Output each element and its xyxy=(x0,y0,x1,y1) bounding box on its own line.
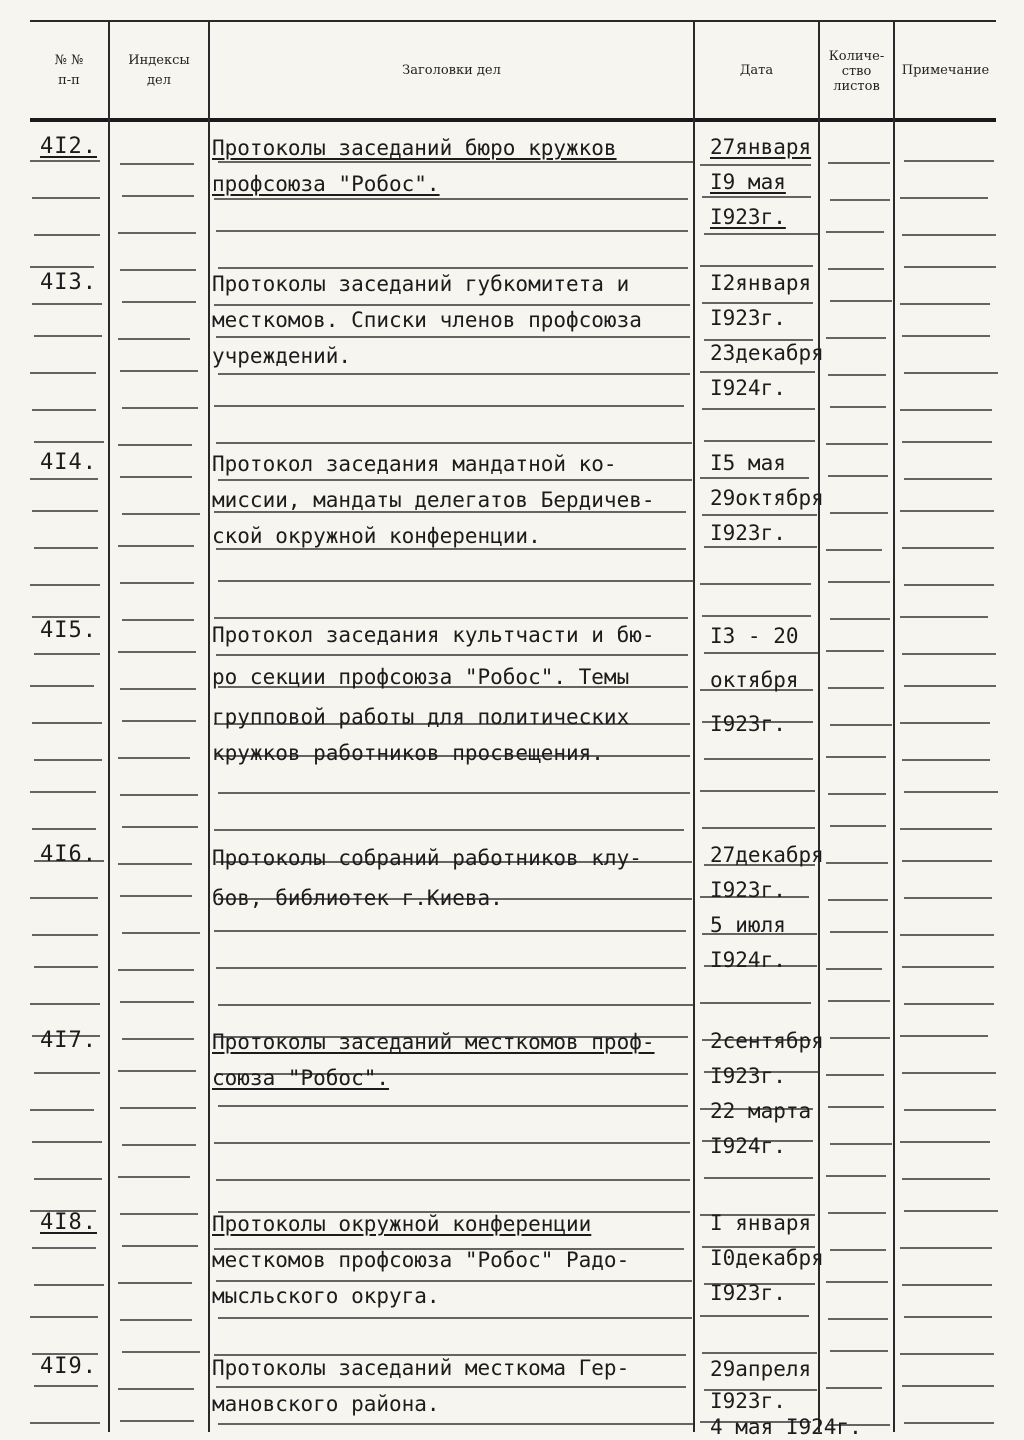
header-index-line2: дел xyxy=(147,73,171,88)
case-title xyxy=(212,266,692,374)
ruling-line xyxy=(904,1003,994,1005)
column-divider xyxy=(693,22,695,1432)
ruling-line xyxy=(826,862,888,864)
ruling-line xyxy=(830,512,888,514)
ruling-line xyxy=(700,1315,809,1317)
case-title-line: союза "Робос". xyxy=(212,1066,390,1090)
case-date-line: I января xyxy=(710,1211,812,1235)
ruling-line xyxy=(900,722,990,724)
ruling-line xyxy=(830,199,890,201)
ruling-line xyxy=(118,1282,192,1284)
column-divider xyxy=(108,22,110,1432)
ruling-line xyxy=(900,1353,994,1355)
header-index xyxy=(110,26,208,116)
case-title-line: групповой работы для политических xyxy=(212,705,630,729)
ruling-line xyxy=(828,1318,888,1320)
case-title-line: ро секции профсоюза "Робос". Темы xyxy=(212,665,630,689)
ruling-line xyxy=(34,966,98,968)
ruling-line xyxy=(34,1178,102,1180)
ruling-line xyxy=(120,163,194,165)
ruling-line xyxy=(902,335,990,337)
ruling-line xyxy=(118,545,194,547)
ruling-line xyxy=(900,616,988,618)
case-title xyxy=(212,446,692,554)
ruling-line xyxy=(900,510,994,512)
header-sheet-count xyxy=(820,26,893,116)
ruling-line xyxy=(118,651,196,653)
header-count-line2: ство xyxy=(841,63,872,79)
case-title-line: мановского района. xyxy=(212,1392,440,1416)
case-title-line: кружков работников просвещения. xyxy=(212,741,604,765)
ruling-line xyxy=(216,442,692,444)
header-bottom-border xyxy=(30,118,996,122)
ruling-line xyxy=(30,685,94,687)
case-number: 4I9. xyxy=(40,1354,97,1379)
ruling-line xyxy=(34,441,104,443)
ruling-line xyxy=(828,268,884,270)
ruling-line xyxy=(30,1003,100,1005)
header-number-line2: п-п xyxy=(58,73,80,88)
ruling-line xyxy=(32,1141,102,1143)
ruling-line xyxy=(120,1107,196,1109)
ruling-line xyxy=(214,405,684,407)
ruling-line xyxy=(826,756,886,758)
ruling-line xyxy=(830,406,886,408)
ruling-line xyxy=(216,967,686,969)
ruling-line xyxy=(900,1141,990,1143)
ruling-line xyxy=(118,338,190,340)
case-date-line: I924г. xyxy=(710,376,786,400)
column-divider xyxy=(208,22,210,1432)
header-number xyxy=(30,26,108,116)
case-title-line: миссии, мандаты делегатов Бердичев- xyxy=(212,488,655,512)
ruling-line xyxy=(826,443,888,445)
case-title-line: ской окружной конференции. xyxy=(212,524,541,548)
ruling-line xyxy=(828,1212,886,1214)
ruling-line xyxy=(122,619,194,621)
ruling-line xyxy=(904,1316,992,1318)
case-date-line: 27декабря xyxy=(710,843,824,867)
ruling-line xyxy=(828,1106,884,1108)
header-count-line1: Количе- xyxy=(828,48,885,64)
ruling-line xyxy=(122,826,198,828)
ruling-line xyxy=(904,478,992,480)
case-number: 4I8. xyxy=(40,1210,97,1235)
case-number: 4I2. xyxy=(40,134,97,159)
case-date-line: 23декабря xyxy=(710,341,824,365)
ruling-line xyxy=(830,1037,890,1039)
ruling-line xyxy=(214,1142,690,1144)
ruling-line xyxy=(32,934,98,936)
ruling-line xyxy=(902,1385,994,1387)
ruling-line xyxy=(122,1144,196,1146)
ruling-line xyxy=(120,1420,194,1422)
ruling-line xyxy=(904,1210,998,1212)
ruling-line xyxy=(702,827,815,829)
table-top-border xyxy=(30,20,996,22)
ruling-line xyxy=(826,1175,886,1177)
ruling-line xyxy=(30,372,96,374)
ruling-line xyxy=(830,825,886,827)
ruling-line xyxy=(704,758,813,760)
case-title-line: Протоколы заседаний бюро кружков xyxy=(212,136,617,160)
ruling-line xyxy=(218,580,694,582)
ruling-line xyxy=(704,440,815,442)
ruling-line xyxy=(830,1143,892,1145)
ruling-line xyxy=(30,1109,94,1111)
ruling-line xyxy=(122,1245,198,1247)
ruling-line xyxy=(118,1070,196,1072)
case-date-line: I923г. xyxy=(710,306,786,330)
ruling-line xyxy=(900,197,988,199)
case-title-line: Протоколы заседаний губкомитета и xyxy=(212,272,630,296)
ruling-line xyxy=(32,510,98,512)
ruling-line xyxy=(904,584,994,586)
ruling-line xyxy=(900,409,992,411)
case-number: 4I5. xyxy=(40,618,97,643)
case-title xyxy=(212,1024,692,1096)
ruling-line xyxy=(900,1035,988,1037)
case-date-line: 29октября xyxy=(710,486,824,510)
ruling-line xyxy=(118,969,194,971)
case-title xyxy=(212,1206,692,1314)
case-date-line: I923г. xyxy=(710,878,786,902)
ruling-line xyxy=(826,337,886,339)
ruling-line xyxy=(216,230,688,232)
case-title xyxy=(212,614,692,770)
case-date-line: I924г. xyxy=(710,948,786,972)
case-title xyxy=(212,1350,692,1422)
ruling-line xyxy=(30,897,98,899)
case-date xyxy=(710,266,830,406)
ruling-line xyxy=(34,547,98,549)
ruling-line xyxy=(34,653,100,655)
ruling-line xyxy=(118,757,190,759)
case-title-line: мысльского округа. xyxy=(212,1284,440,1308)
ruling-line xyxy=(120,370,198,372)
case-title-line: Протоколы заседаний месткомов проф- xyxy=(212,1030,655,1054)
ruling-line xyxy=(830,618,890,620)
ruling-line xyxy=(902,547,994,549)
ruling-line xyxy=(904,897,992,899)
ruling-line xyxy=(30,1422,100,1424)
ruling-line xyxy=(32,828,96,830)
ruling-line xyxy=(118,1388,194,1390)
ruling-line xyxy=(826,1387,882,1389)
ruling-line xyxy=(34,335,102,337)
ruling-line xyxy=(904,160,994,162)
ruling-line xyxy=(826,650,884,652)
case-date-line: I924г. xyxy=(710,1134,786,1158)
case-date-line: 4 мая I924г. xyxy=(710,1415,862,1439)
ruling-line xyxy=(30,584,100,586)
ruling-line xyxy=(122,1038,194,1040)
ruling-line xyxy=(900,828,992,830)
ruling-line xyxy=(828,793,886,795)
case-date-line: I923г. xyxy=(710,712,786,736)
ruling-line xyxy=(902,653,996,655)
ruling-line xyxy=(216,1179,690,1181)
case-date xyxy=(710,1024,830,1164)
case-title-line: месткомов профсоюза "Робос" Радо- xyxy=(212,1248,630,1272)
header-index-line1: Индексы xyxy=(128,53,190,68)
ruling-line xyxy=(904,372,998,374)
case-title-line: Протоколы окружной конференции xyxy=(212,1212,592,1236)
ruling-line xyxy=(120,476,192,478)
case-date-line: I923г. xyxy=(710,1389,786,1413)
ruling-line xyxy=(902,759,990,761)
ruling-line xyxy=(830,724,892,726)
ruling-line xyxy=(830,931,888,933)
ruling-line xyxy=(826,231,884,233)
ruling-line xyxy=(900,1247,992,1249)
case-date-line: I923г. xyxy=(710,521,786,545)
ruling-line xyxy=(904,266,996,268)
header-count-line3: листов xyxy=(833,78,880,94)
header-note: Примечание xyxy=(901,63,990,78)
case-title-line: бов, библиотек г.Киева. xyxy=(212,886,503,910)
case-number: 4I7. xyxy=(40,1028,97,1053)
ruling-line xyxy=(32,409,96,411)
ruling-line xyxy=(902,1072,996,1074)
ruling-line xyxy=(118,863,192,865)
case-date-line: I923г. xyxy=(710,205,786,229)
ruling-line xyxy=(120,794,198,796)
ruling-line xyxy=(828,1000,890,1002)
case-date xyxy=(710,1356,862,1440)
case-number: 4I6. xyxy=(40,842,97,867)
case-date-line: 22 марта xyxy=(710,1099,812,1123)
case-title-line: профсоюза "Робос". xyxy=(212,172,440,196)
ruling-line xyxy=(704,1177,813,1179)
case-title-line: Протоколы заседаний месткома Гер- xyxy=(212,1356,630,1380)
ruling-line xyxy=(120,1319,192,1321)
ruling-line xyxy=(902,441,992,443)
ruling-line xyxy=(904,791,998,793)
case-number: 4I3. xyxy=(40,270,97,295)
ruling-line xyxy=(700,790,815,792)
ruling-line xyxy=(904,1422,994,1424)
case-date-line: I5 мая xyxy=(710,451,786,475)
ruling-line xyxy=(34,1385,98,1387)
case-date xyxy=(710,838,830,978)
ruling-line xyxy=(904,1109,996,1111)
case-date-line: I0декабря xyxy=(710,1246,824,1270)
ruling-line xyxy=(214,829,684,831)
ruling-line xyxy=(32,722,102,724)
ruling-line xyxy=(34,1072,100,1074)
ruling-line xyxy=(900,934,994,936)
case-date xyxy=(710,130,830,235)
case-title xyxy=(212,838,692,918)
ruling-line xyxy=(830,300,892,302)
ruling-line xyxy=(122,195,194,197)
header-number-line1: № № xyxy=(54,53,84,68)
ruling-line xyxy=(218,1317,692,1319)
ruling-line xyxy=(830,1350,888,1352)
case-date xyxy=(710,1206,830,1311)
ruling-line xyxy=(902,1178,990,1180)
header-date: Дата xyxy=(739,63,774,78)
case-date-line: I9 мая xyxy=(710,170,786,194)
ruling-line xyxy=(218,1105,688,1107)
ruling-line xyxy=(118,232,196,234)
header-title: Заголовки дел xyxy=(402,63,501,78)
case-date-line: I923г. xyxy=(710,1064,786,1088)
ruling-line xyxy=(122,301,196,303)
case-title-line: месткомов. Списки членов профсоюза xyxy=(212,308,642,332)
case-date-line: октября xyxy=(710,668,799,692)
ruling-line xyxy=(30,791,96,793)
ruling-line xyxy=(118,1176,190,1178)
case-title-line: Протокол заседания культчасти и бю- xyxy=(212,623,655,647)
ruling-line xyxy=(32,303,102,305)
ruling-line xyxy=(700,583,811,585)
ruling-line xyxy=(122,720,196,722)
ruling-line xyxy=(700,1002,811,1004)
case-date xyxy=(710,614,830,746)
ruling-line xyxy=(120,1001,194,1003)
ruling-line xyxy=(702,1352,817,1354)
ruling-line xyxy=(32,197,100,199)
ruling-line xyxy=(122,1351,200,1353)
case-title-line: Протоколы собраний работников клу- xyxy=(212,846,642,870)
column-divider xyxy=(893,22,895,1432)
ruling-line xyxy=(34,759,102,761)
ruling-line xyxy=(702,408,815,410)
case-date xyxy=(710,446,830,551)
ruling-line xyxy=(826,1281,888,1283)
ruling-line xyxy=(120,895,192,897)
ruling-line xyxy=(122,407,198,409)
case-date-line: 29апреля xyxy=(710,1357,812,1381)
ruling-line xyxy=(34,1284,104,1286)
ruling-line xyxy=(826,1074,884,1076)
ruling-line xyxy=(30,1316,98,1318)
ruling-line xyxy=(900,303,990,305)
ruling-line xyxy=(218,792,690,794)
ruling-line xyxy=(32,1247,96,1249)
case-number: 4I4. xyxy=(40,450,97,475)
ruling-line xyxy=(826,968,882,970)
case-title-line: Протокол заседания мандатной ко- xyxy=(212,452,617,476)
ruling-line xyxy=(826,549,882,551)
case-date-line: I923г. xyxy=(710,1281,786,1305)
ruling-line xyxy=(214,930,686,932)
case-date-line: 2сентября xyxy=(710,1029,824,1053)
ruling-line xyxy=(218,1423,694,1425)
ruling-line xyxy=(828,899,888,901)
ruling-line xyxy=(218,1004,694,1006)
ruling-line xyxy=(122,932,200,934)
case-title xyxy=(212,130,692,202)
ruling-line xyxy=(828,162,890,164)
ruling-line xyxy=(828,475,888,477)
ruling-line xyxy=(118,444,192,446)
ruling-line xyxy=(902,1284,992,1286)
ruling-line xyxy=(830,1249,886,1251)
case-date-line: 5 июля xyxy=(710,913,786,937)
ruling-line xyxy=(902,860,992,862)
ruling-line xyxy=(902,966,994,968)
ruling-line xyxy=(120,582,194,584)
ruling-line xyxy=(120,688,196,690)
ruling-line xyxy=(828,374,886,376)
ruling-line xyxy=(120,269,196,271)
ruling-line xyxy=(828,581,890,583)
ruling-line xyxy=(120,1213,198,1215)
case-title-line: учреждений. xyxy=(212,344,352,368)
case-date-line: 27января xyxy=(710,135,812,159)
ruling-line xyxy=(34,234,100,236)
case-date-line: I3 - 20 xyxy=(710,624,799,648)
ruling-line xyxy=(902,234,996,236)
ruling-line xyxy=(122,513,200,515)
case-date-line: I2января xyxy=(710,271,812,295)
ruling-line xyxy=(904,685,996,687)
ruling-line xyxy=(828,687,884,689)
